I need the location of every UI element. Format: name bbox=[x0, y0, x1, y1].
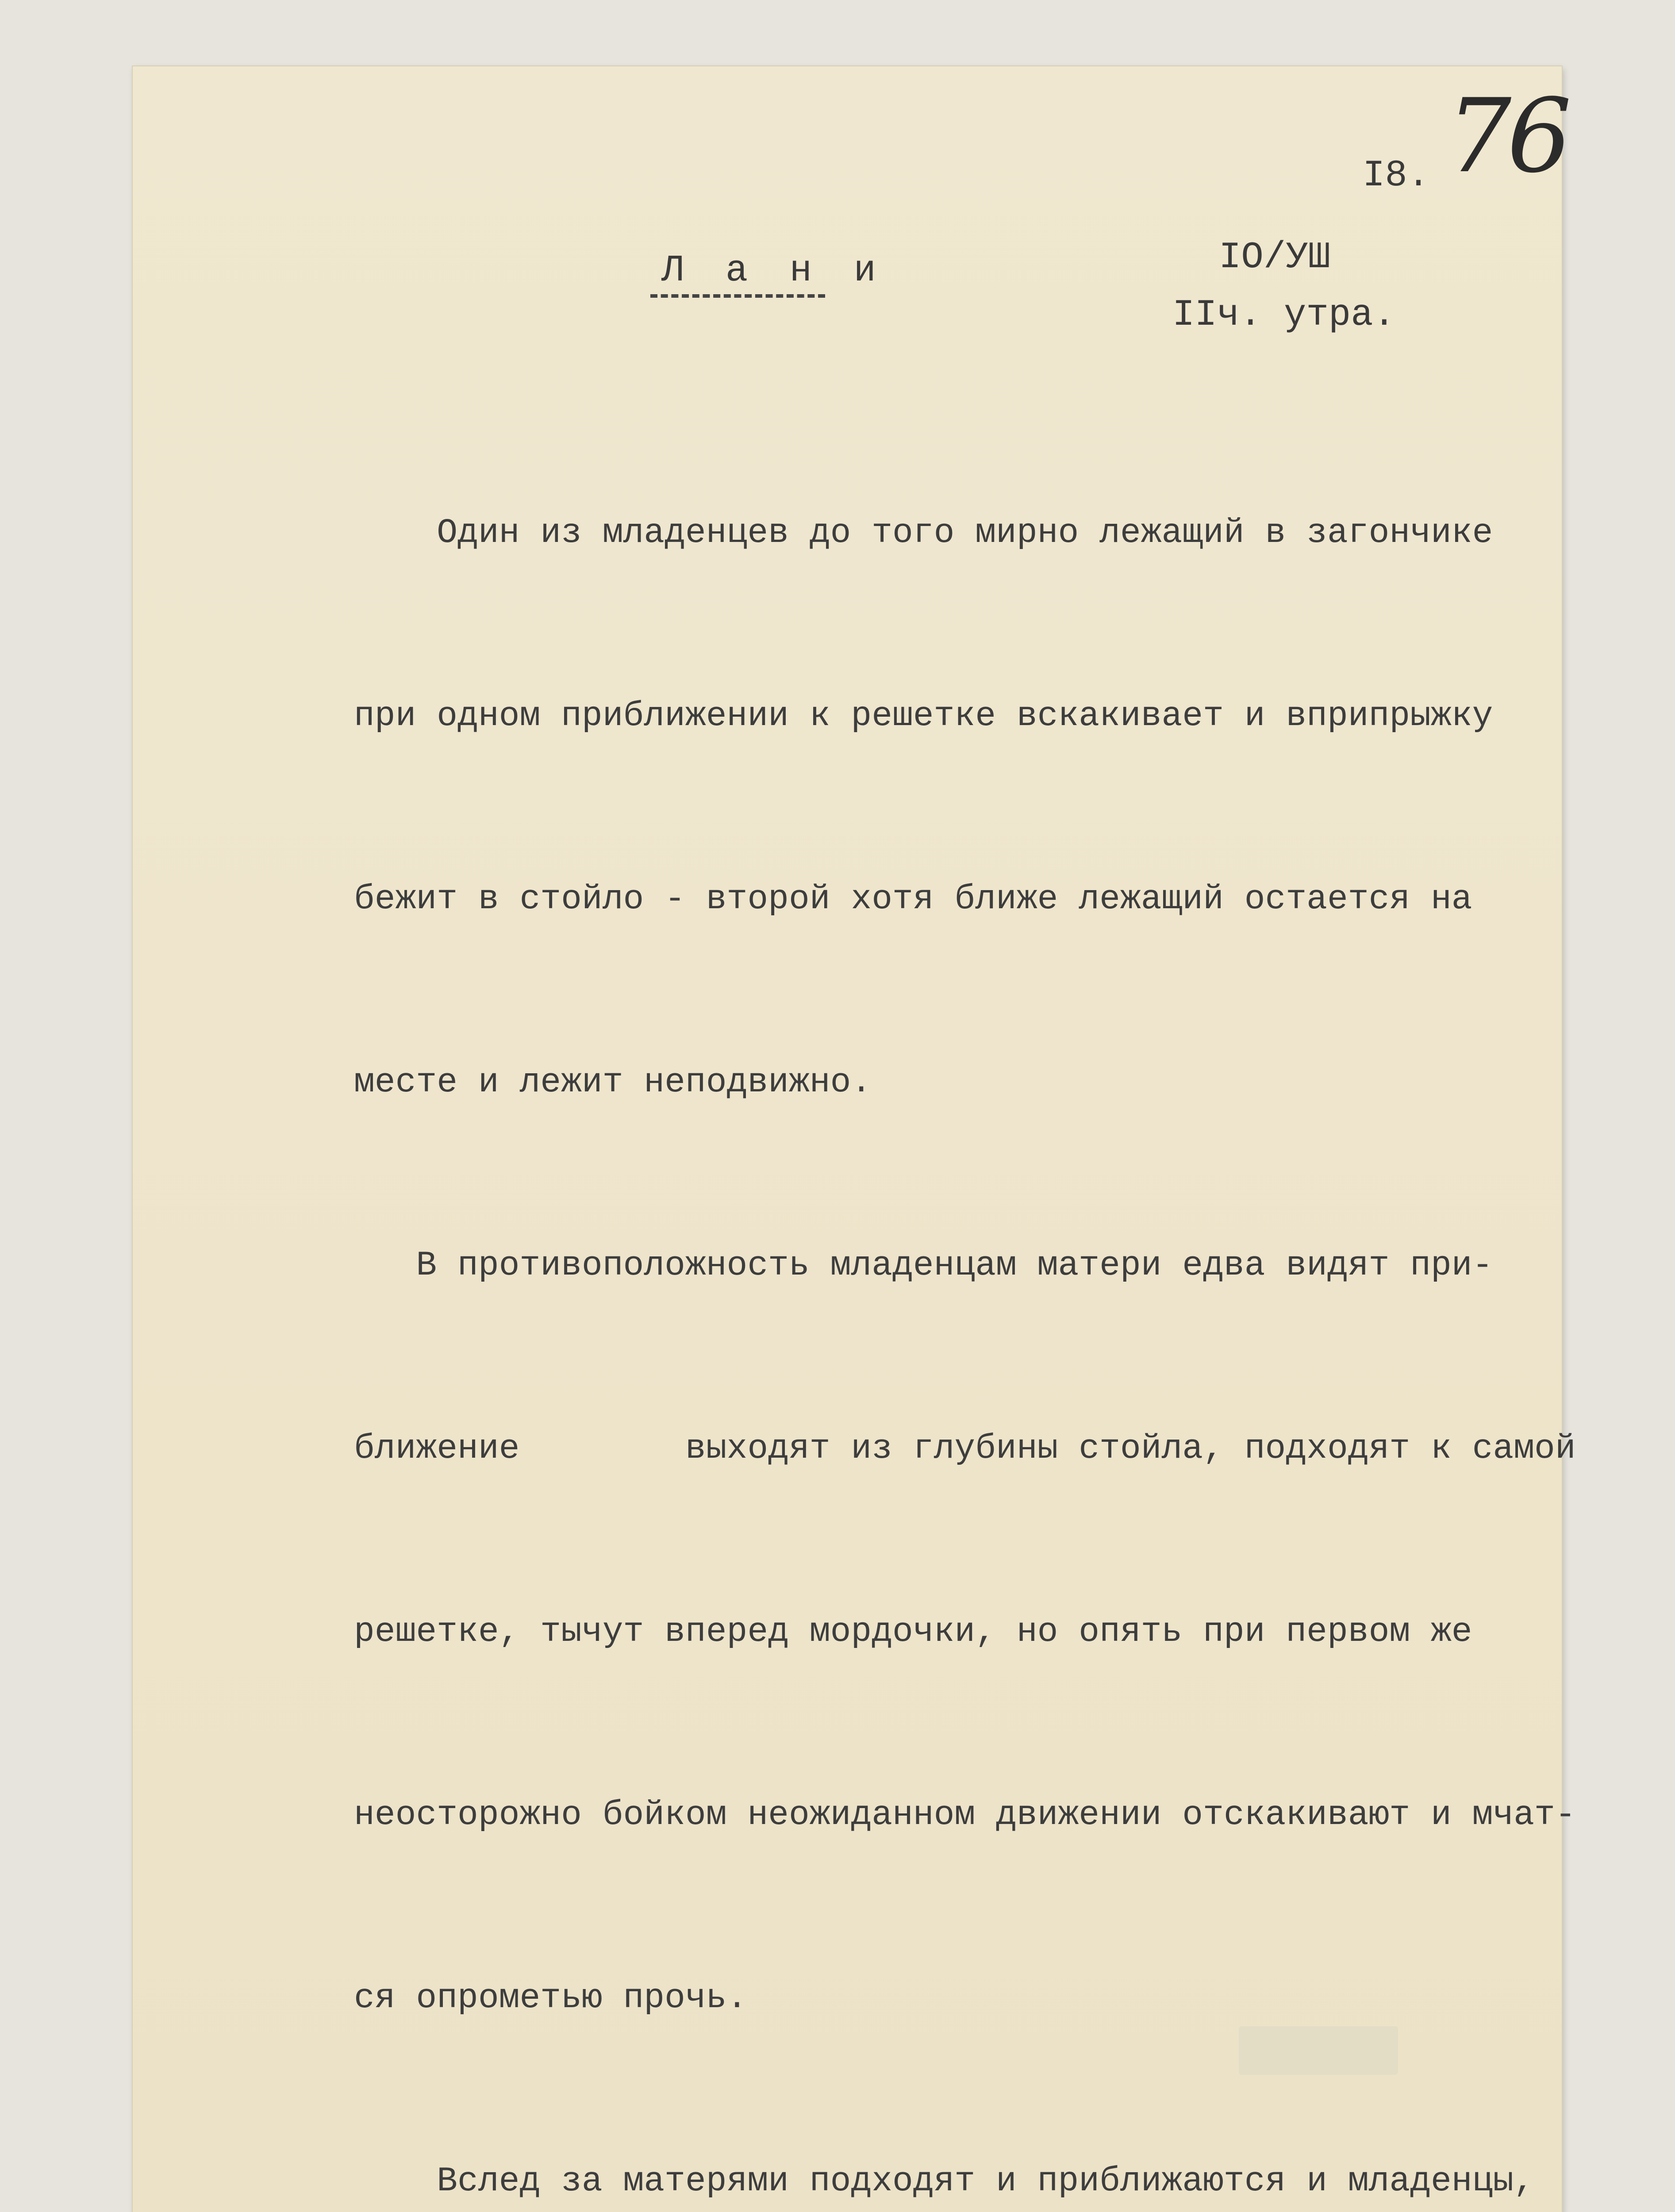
text-line: решетке, тычут вперед мордочки, но опять при первом же bbox=[354, 1613, 1472, 1651]
text-line: бежит в стойло - второй хотя ближе лежащий остается на bbox=[354, 880, 1472, 919]
text-line: при одном приближении к решетке вскакивает и вприпрыжку bbox=[354, 697, 1493, 736]
text-line: В противоположность младенцам матери едва видят при- bbox=[354, 1246, 1493, 1285]
text-line: Вслед за матерями подходят и приближаются и младенцы, bbox=[354, 2162, 1535, 2201]
handwritten-folio-number: 76 bbox=[1447, 77, 1567, 196]
page-number: I8. bbox=[1363, 155, 1430, 197]
faint-stamp-mark bbox=[1239, 2026, 1398, 2075]
text-line: месте и лежит неподвижно. bbox=[354, 1063, 872, 1102]
text-line: ся опрометью прочь. bbox=[354, 1979, 748, 2018]
text-line: неосторожно бойком неожиданном движении отскакивают и мчат- bbox=[354, 1796, 1576, 1835]
text-line: Один из младенцев до того мирно лежащий в загончике bbox=[354, 514, 1493, 553]
document-title: Л а н и bbox=[661, 250, 886, 292]
title-underline bbox=[650, 294, 825, 298]
body-text bbox=[354, 380, 1576, 2212]
text-line: ближение выходят из глубины стойла, подходят к самой bbox=[354, 1429, 1576, 1468]
entry-time: IIч. утра. bbox=[1172, 294, 1396, 336]
entry-date: IO/УШ bbox=[1219, 237, 1331, 279]
